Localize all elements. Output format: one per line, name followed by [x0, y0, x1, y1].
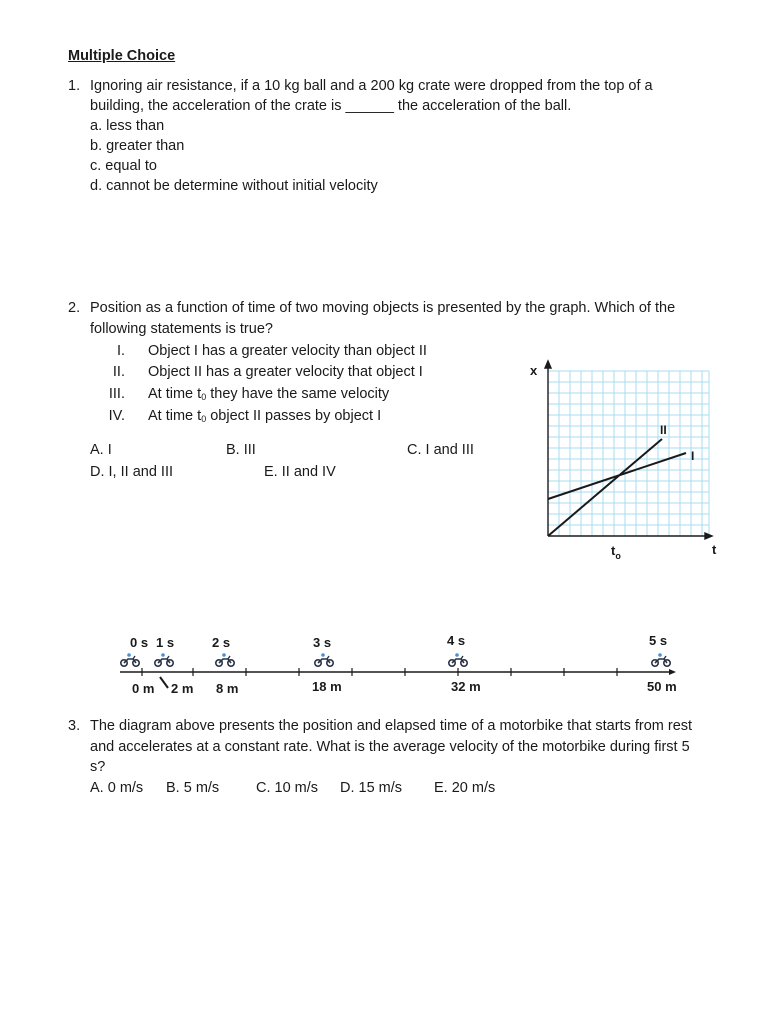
pointer-arrow	[160, 677, 168, 688]
time-label: 0 s	[130, 635, 149, 650]
motorbike-icon	[216, 653, 234, 666]
question-3-text-line-2: and accelerates at a constant rate. What is the average velocity of the motorbike during first 5	[90, 739, 690, 755]
statement-number: IV.	[108, 408, 125, 424]
position-label: 0 m	[132, 681, 155, 696]
motorbike-icon	[121, 653, 139, 666]
position-label: 8 m	[216, 681, 239, 696]
question-2-text-line-1: Position as a function of time of two moving objects is presented by the graph. Which of the	[90, 300, 676, 316]
position-label: 18 m	[312, 679, 342, 694]
question-3-number: 3.	[68, 718, 81, 734]
question-2-text-line-2: following statements is true?	[90, 321, 273, 337]
section-title: Multiple Choice	[68, 48, 176, 64]
answer-a: A. I	[90, 442, 112, 458]
motorbike-icon	[652, 653, 670, 666]
position-label: 32 m	[451, 679, 481, 694]
answer-e: E. II and IV	[264, 464, 336, 480]
statement-number: III.	[108, 386, 125, 402]
answer-b: B. III	[226, 442, 256, 458]
option-d: d. cannot be determine without initial velocity	[90, 178, 378, 194]
question-1-text-line-2: building, the acceleration of the crate is ______ the acceleration of the ball.	[90, 98, 572, 114]
statement-text: At time $t_0$ they have the same velocity	[148, 386, 390, 402]
answer-d: D. 15 m/s	[340, 780, 403, 796]
question-1-text-line-1: Ignoring air resistance, if a 10 kg ball and a 200 kg crate were dropped from the top of a	[90, 78, 653, 94]
t0-label: $t_o$	[611, 543, 621, 561]
question-3-text-line-3: s?	[90, 759, 106, 775]
motorbike-icon	[449, 653, 467, 666]
time-label: 3 s	[313, 635, 332, 650]
question-1-number: 1.	[68, 78, 81, 94]
answer-c: C. 10 m/s	[256, 780, 319, 796]
motorbike-icon	[315, 653, 333, 666]
answer-e: E. 20 m/s	[434, 780, 496, 796]
object-ii-label: II	[660, 423, 667, 437]
motorbike-timeline	[110, 628, 700, 700]
question-3-text-line-1: The diagram above presents the position and elapsed time of a motorbike that starts from rest	[90, 718, 693, 734]
answer-c: C. I and III	[407, 442, 474, 458]
statement-number: I.	[116, 343, 125, 359]
x-axis-label: t	[712, 542, 717, 557]
question-2-number: 2.	[68, 300, 81, 316]
time-label: 4 s	[447, 633, 466, 648]
time-label: 1 s	[156, 635, 175, 650]
option-c: c. equal to	[90, 158, 157, 174]
object-ii-line	[548, 439, 662, 536]
y-axis-label: x	[530, 363, 538, 378]
statement-text: Object I has a greater velocity than object II	[148, 343, 427, 359]
position-label: 50 m	[647, 679, 677, 694]
option-b: b. greater than	[90, 138, 185, 154]
motorbike-icon	[155, 653, 173, 666]
statement-text: Object II has a greater velocity that object I	[148, 364, 423, 380]
answer-d: D. I, II and III	[90, 464, 174, 480]
position-label: 2 m	[171, 681, 194, 696]
object-i-label: I	[691, 449, 695, 463]
statement-number: II.	[112, 364, 125, 380]
option-a: a. less than	[90, 118, 165, 134]
answer-a: A. 0 m/s	[90, 780, 144, 796]
answer-b: B. 5 m/s	[166, 780, 220, 796]
timeline-arrow	[669, 669, 676, 675]
time-label: 2 s	[212, 635, 231, 650]
time-label: 5 s	[649, 633, 668, 648]
position-time-graph	[520, 356, 730, 568]
statement-text: At time $t_0$ object II passes by object I	[148, 408, 382, 424]
